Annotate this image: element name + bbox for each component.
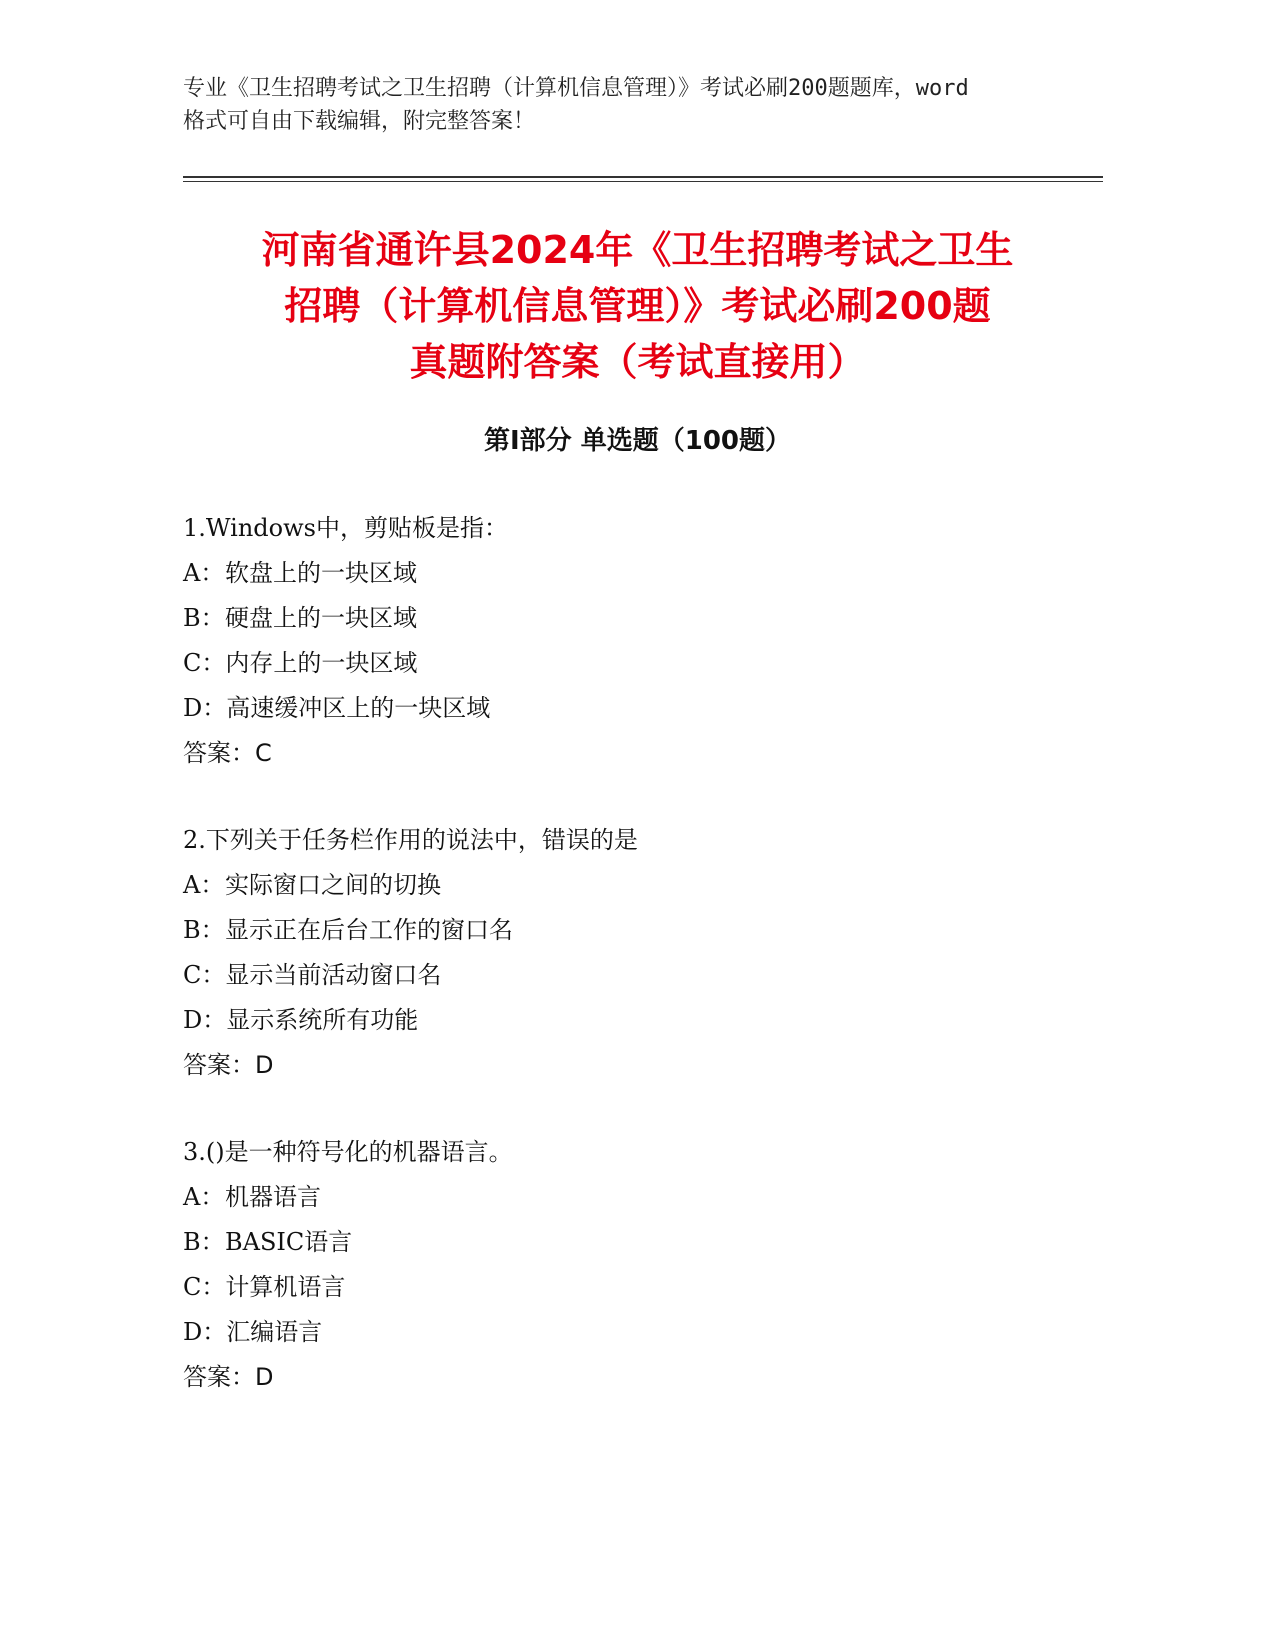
header-description xyxy=(183,72,1103,138)
title-line-1: 河南省通许县2024年《卫生招聘考试之卫生 xyxy=(261,228,1014,272)
option-c xyxy=(183,953,1103,998)
option-b xyxy=(183,1220,1103,1265)
question-list xyxy=(183,506,1103,1442)
option-letter: A： xyxy=(183,559,225,587)
option-b xyxy=(183,908,1103,953)
question-stem: 2.下列关于任务栏作用的说法中，错误的是 xyxy=(183,826,638,854)
header-line-2: 格式可自由下载编辑，附完整答案！ xyxy=(183,109,536,134)
option-text: 显示正在后台工作的窗口名 xyxy=(225,916,513,944)
option-letter: C： xyxy=(183,961,226,989)
option-letter: A： xyxy=(183,871,225,899)
header-line-1: 专业《卫生招聘考试之卫生招聘（计算机信息管理）》考试必刷200题题库，word xyxy=(183,76,969,101)
option-text: 硬盘上的一块区域 xyxy=(225,604,417,632)
question-stem: 3.()是一种符号化的机器语言。 xyxy=(183,1138,513,1166)
option-text: 计算机语言 xyxy=(225,1273,346,1301)
option-letter: C： xyxy=(183,1273,226,1301)
header-rule-thick xyxy=(183,176,1103,178)
option-a xyxy=(183,863,1103,908)
option-d xyxy=(183,686,1103,731)
option-text: 汇编语言 xyxy=(226,1318,323,1346)
option-text: BASIC语言 xyxy=(225,1228,353,1256)
option-c xyxy=(183,1265,1103,1310)
option-text: 显示当前活动窗口名 xyxy=(225,961,442,989)
option-c xyxy=(183,641,1103,686)
option-d xyxy=(183,998,1103,1043)
question-3 xyxy=(183,1130,1103,1400)
option-letter: D： xyxy=(183,1318,227,1346)
option-letter: B： xyxy=(183,916,225,944)
document-title xyxy=(150,222,1125,390)
header-rule-thin xyxy=(183,181,1103,182)
option-text: 机器语言 xyxy=(225,1183,321,1211)
answer: 答案：C xyxy=(183,739,272,767)
section-title: 第Ⅰ部分 单选题（100题） xyxy=(484,426,791,456)
option-text: 高速缓冲区上的一块区域 xyxy=(226,694,491,722)
option-letter: B： xyxy=(183,1228,225,1256)
question-stem: 1.Windows中，剪贴板是指： xyxy=(183,514,508,542)
title-line-2: 招聘（计算机信息管理）》考试必刷200题 xyxy=(284,284,991,328)
answer: 答案：D xyxy=(183,1363,274,1391)
title-line-3: 真题附答案（考试直接用） xyxy=(409,340,866,384)
answer: 答案：D xyxy=(183,1051,274,1079)
option-a xyxy=(183,551,1103,596)
option-letter: C： xyxy=(183,649,226,677)
question-2 xyxy=(183,818,1103,1088)
option-letter: D： xyxy=(183,694,227,722)
option-a xyxy=(183,1175,1103,1220)
option-text: 内存上的一块区域 xyxy=(225,649,418,677)
option-letter: A： xyxy=(183,1183,225,1211)
option-d xyxy=(183,1310,1103,1355)
question-1 xyxy=(183,506,1103,776)
option-text: 实际窗口之间的切换 xyxy=(225,871,441,899)
option-text: 软盘上的一块区域 xyxy=(225,559,417,587)
option-text: 显示系统所有功能 xyxy=(226,1006,419,1034)
option-letter: B： xyxy=(183,604,225,632)
option-letter: D： xyxy=(183,1006,227,1034)
option-b xyxy=(183,596,1103,641)
